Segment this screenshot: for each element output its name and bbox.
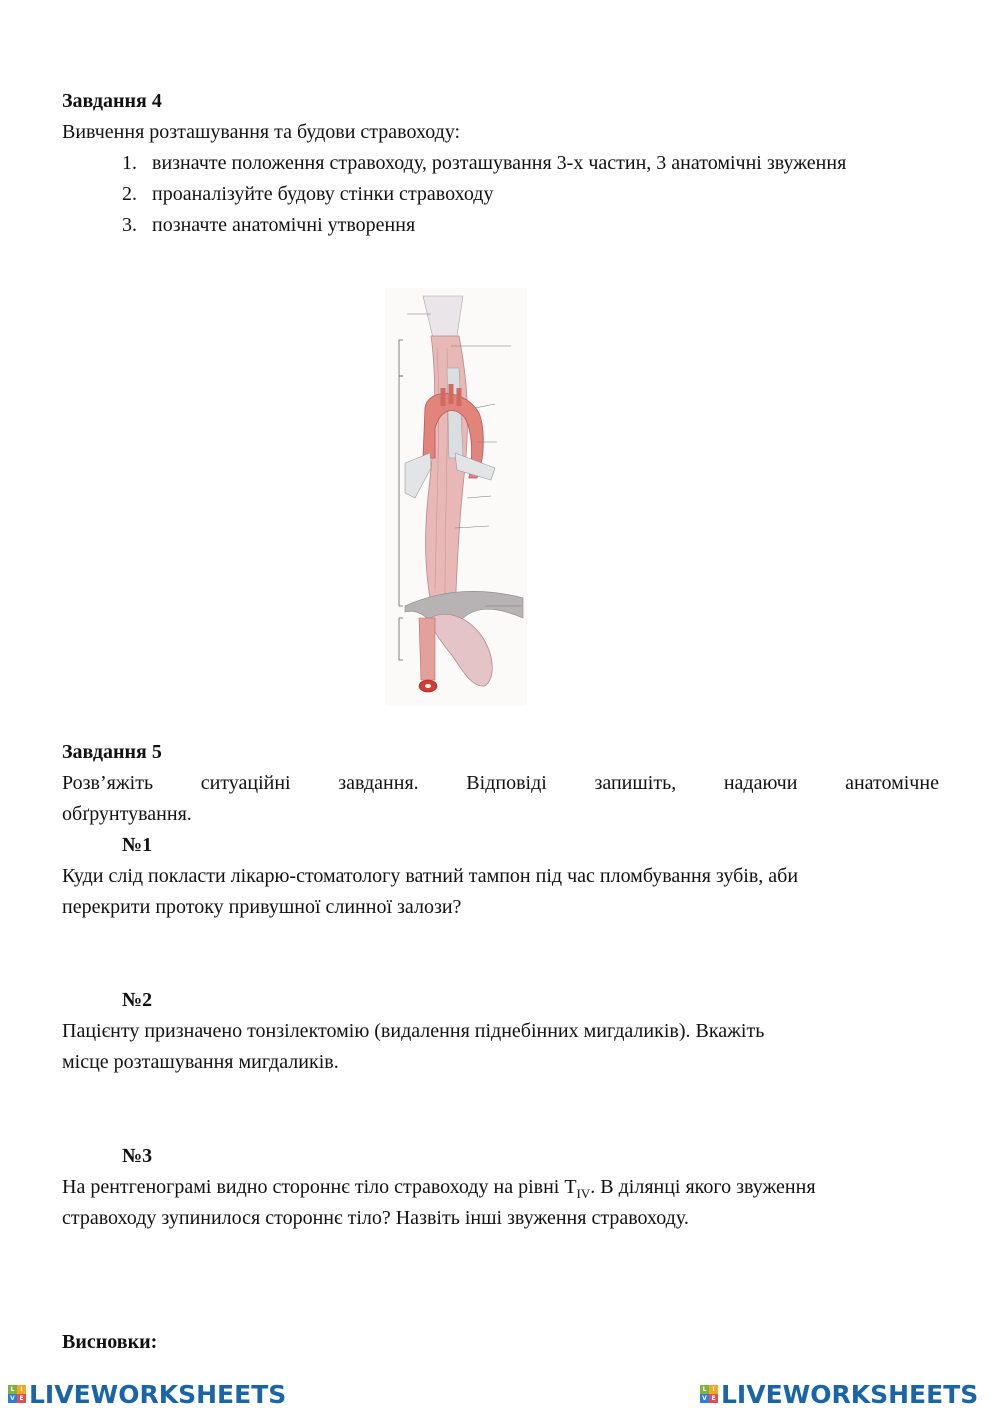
liveworksheets-wordmark: LIVEWORKSHEETS [29,1379,287,1409]
icon-letter: E [709,1394,718,1403]
list-text: визначте положення стравоходу, розташування 3-х частин, 3 анатомічні звуження [152,152,847,174]
icon-letter: L [8,1385,17,1394]
word: надаючи [723,772,798,794]
task5-intro-line2: обґрунтування. [62,803,192,825]
text-part: . В ділянці якого звуження [590,1176,816,1198]
icon-letter: V [8,1394,17,1403]
task5-title: Завдання 5 [62,741,162,763]
problem-3-line2: стравоходу зупинилося стороннє тіло? Назвіть інші звуження стравоходу. [62,1207,689,1229]
icon-letter: L [700,1385,709,1394]
word: Розв’яжіть [62,772,154,794]
subscript: IV [576,1186,591,1201]
list-item [122,148,898,179]
word: запишіть, [594,772,677,794]
icon-letter: E [17,1394,26,1403]
problem-3-number: №3 [122,1145,153,1167]
esophagus-figure [385,288,527,706]
icon-letter: V [700,1394,709,1403]
problem-1-line1: Куди слід покласти лікарю-стоматологу ватний тампон під час пломбування зубів, аби [62,865,799,887]
list-number: 3. [122,214,137,236]
liveworksheets-logo-left [8,1380,286,1408]
problem-2-line2: місце розташування мигдаликів. [62,1051,339,1073]
problem-1-line2: перекрити протоку привушної слинної залози? [62,896,462,918]
list-number: 2. [122,183,137,205]
word: анатомічне [845,772,939,794]
problem-2-number: №2 [122,989,153,1011]
problem-1-number: №1 [122,834,153,856]
text-part: На рентгенограмі видно стороннє тіло стравоходу на рівні T [62,1176,577,1198]
list-item [122,210,898,241]
task4-list [122,148,898,241]
liveworksheets-icon [8,1385,26,1403]
icon-letter: I [709,1385,718,1394]
list-text: проаналізуйте будову стінки стравоходу [152,183,494,205]
word: ситуаційні [200,772,291,794]
task4-intro: Вивчення розташування та будови стравоходу: [62,121,461,143]
list-item [122,179,898,210]
list-number: 1. [122,152,137,174]
liveworksheets-logo-right [700,1380,978,1408]
task5-intro-line1 [62,768,939,799]
liveworksheets-icon [700,1385,718,1403]
problem-2-line1: Пацієнту призначено тонзілектомію (видалення піднебінних мигдаликів). Вкажіть [62,1020,765,1042]
liveworksheets-wordmark: LIVEWORKSHEETS [721,1379,979,1409]
word: завдання. [338,772,419,794]
task4-title: Завдання 4 [62,90,162,112]
conclusions-heading: Висновки: [62,1331,158,1353]
list-text: позначте анатомічні утворення [152,214,416,236]
word: Відповіді [466,772,547,794]
icon-letter: I [17,1385,26,1394]
